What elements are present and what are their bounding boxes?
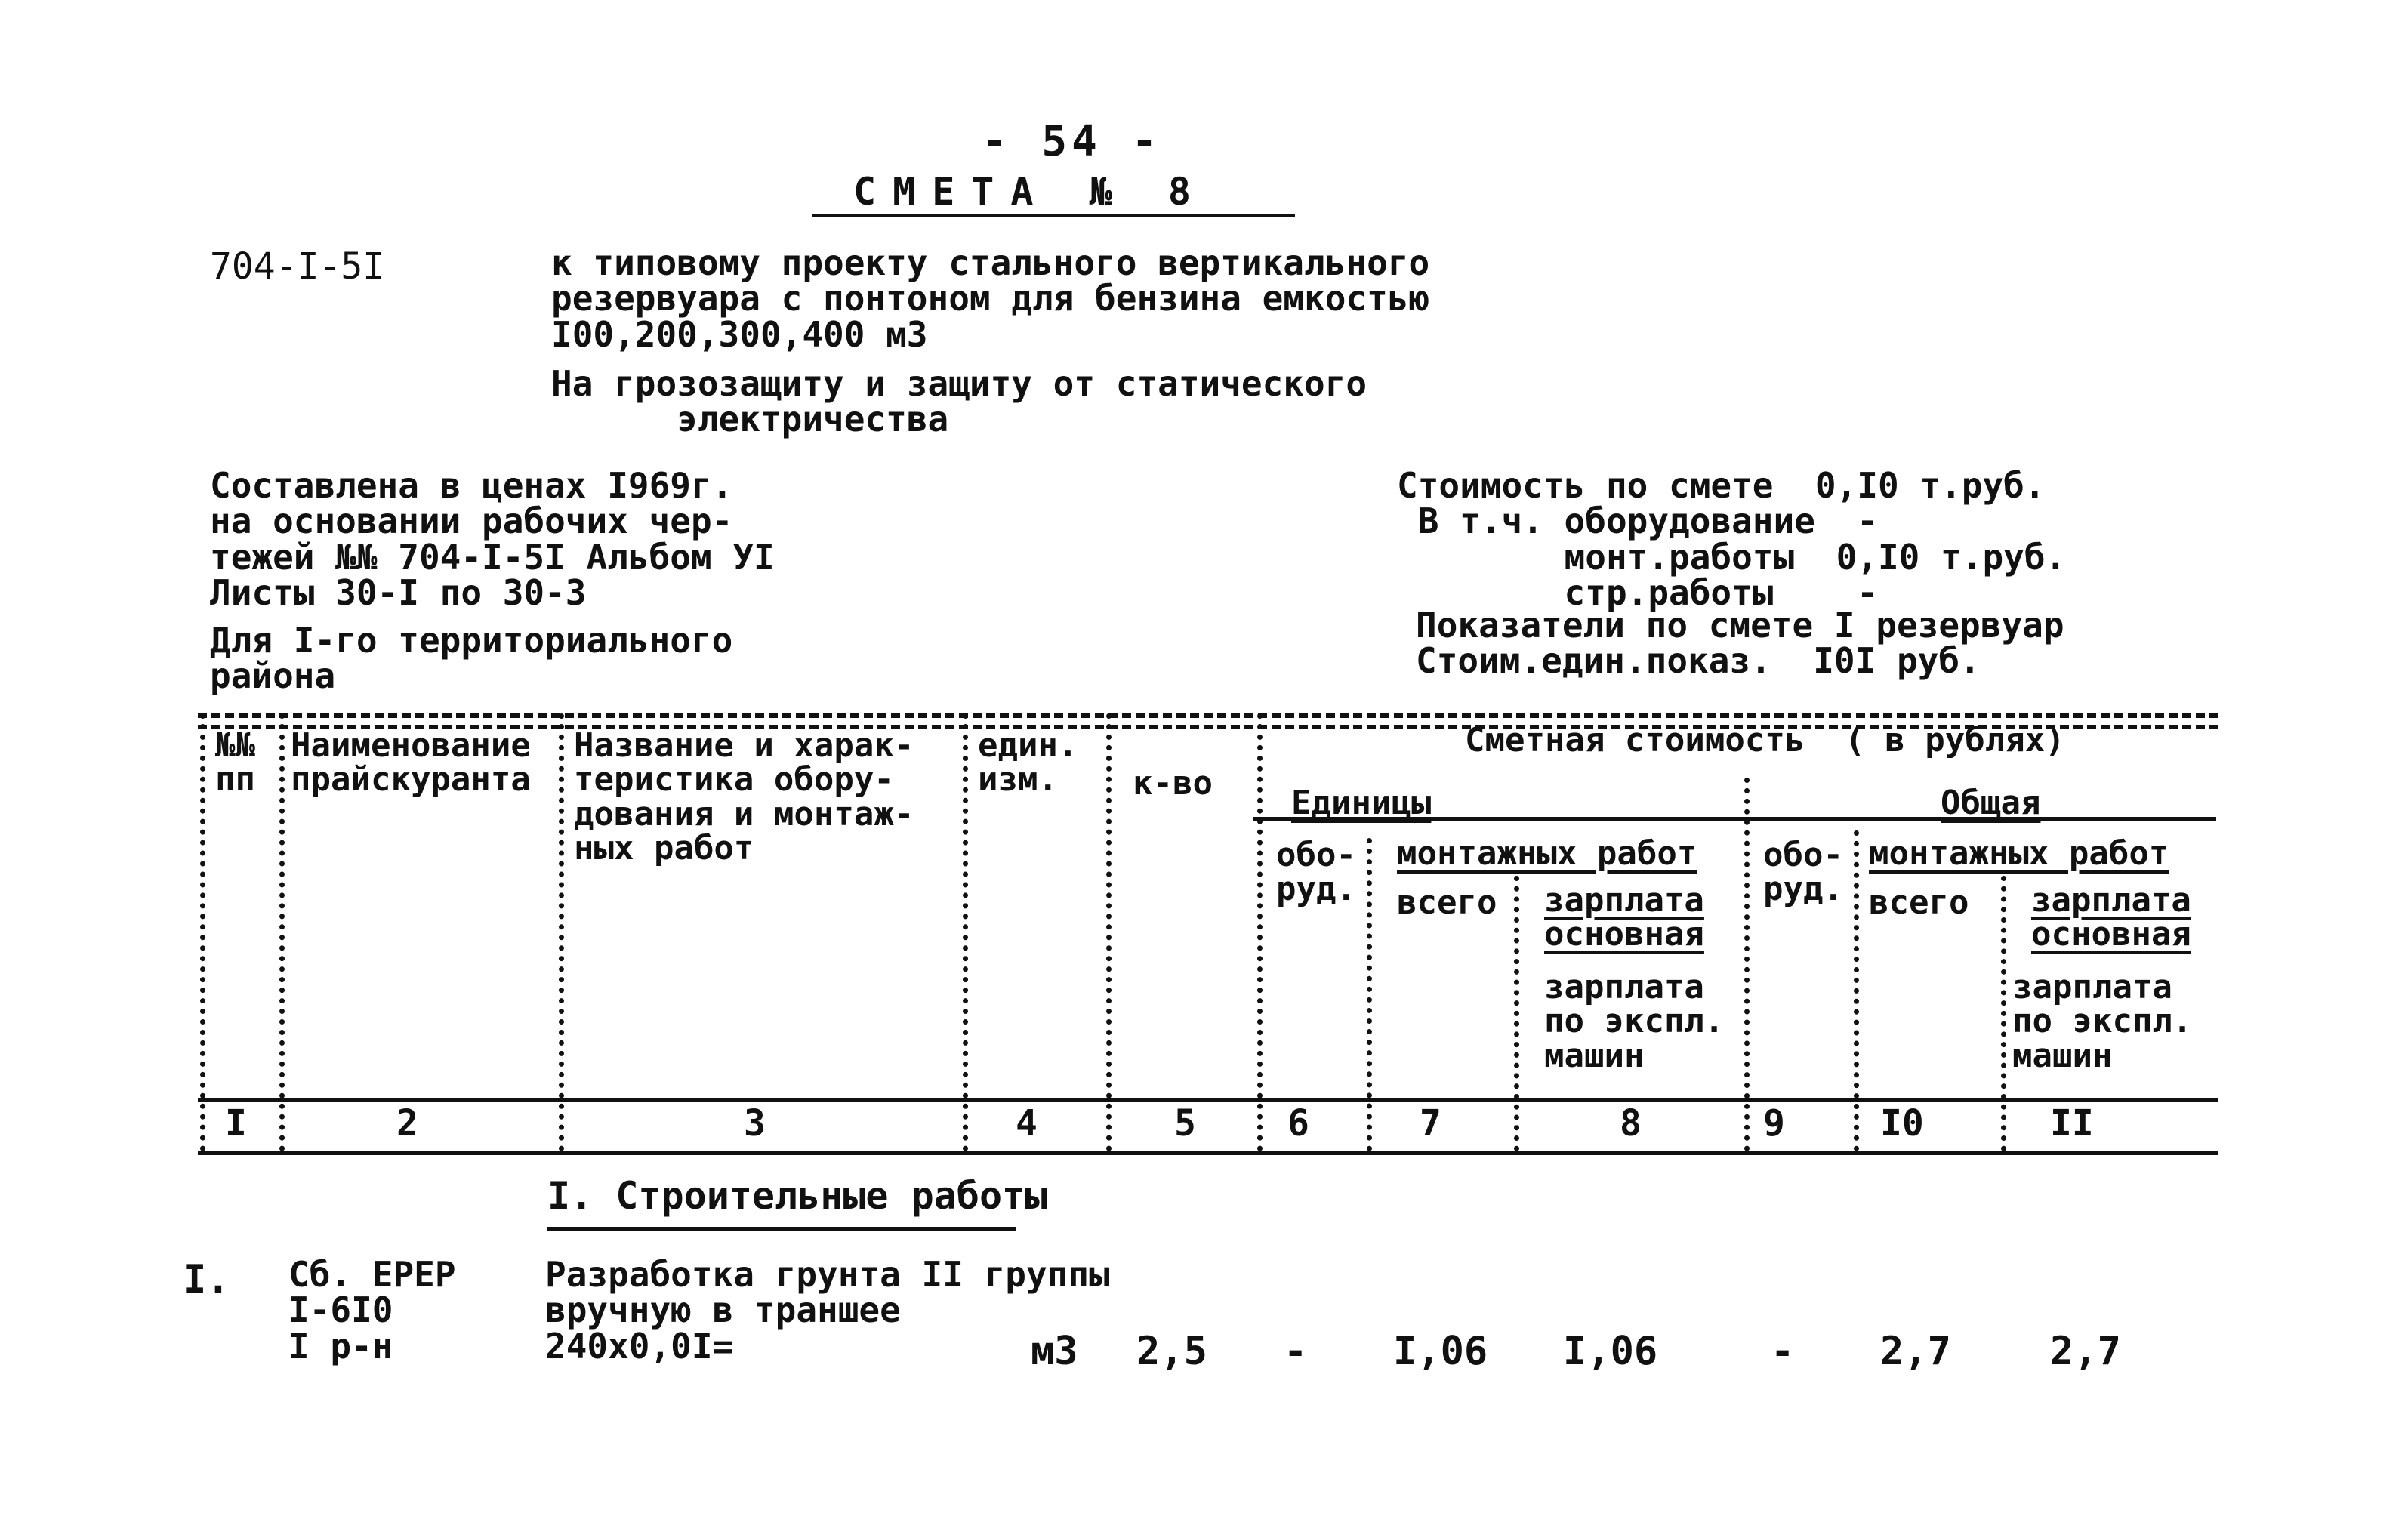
row-unit: м3	[1031, 1329, 1078, 1374]
row-quantity: 2,5	[1136, 1329, 1207, 1374]
column-number-9: 9	[1763, 1102, 1785, 1145]
col-border-9	[1854, 830, 1859, 1151]
header-price-list: Наименование прайскуранта	[291, 726, 531, 800]
project-description: к типовому проекту стального вертикального резервуара с понтоном для бензина емкостью I00,200,300,400 м3	[551, 242, 1430, 355]
col-border-0	[200, 713, 205, 1151]
column-number-3: 3	[744, 1102, 766, 1145]
column-number-5: 5	[1174, 1102, 1196, 1145]
header-total-salary-machines: зарплата по экспл. машин	[2012, 968, 2193, 1075]
column-number-6: 6	[1287, 1102, 1309, 1145]
row-total-equipment: -	[1771, 1329, 1795, 1374]
header-description: Название и харак- теристика обору- дования и монтаж- ных работ	[574, 726, 914, 867]
col-border-10	[2001, 876, 2006, 1151]
header-row-number: №№ пп	[215, 726, 255, 800]
composition-note: Составлена в ценах I969г. на основании рабочих чер- тежей №№ 704-I-5I Альбом УI Листы 30-I по 30-3	[210, 465, 775, 614]
header-total-salary-main: зарплата основная	[2031, 881, 2191, 954]
column-number-8: 8	[1620, 1102, 1642, 1145]
column-number-1: I	[225, 1102, 247, 1145]
header-unit-total: всего	[1397, 883, 1497, 922]
col-border-5	[1257, 713, 1263, 1151]
header-total-mounting: монтажных работ	[1869, 834, 2169, 873]
estimate-subject: На грозозащиту и защиту от статического электричества	[551, 363, 1367, 440]
region-note: Для I-го территориального района	[210, 620, 733, 697]
header-unit: един. изм.	[978, 726, 1078, 800]
cost-summary	[1397, 465, 2067, 614]
column-number-10: I0	[1880, 1102, 1924, 1145]
title-underline	[812, 214, 1295, 217]
column-number-4: 4	[1016, 1102, 1038, 1145]
column-number-11: II	[2050, 1102, 2094, 1145]
col-border-8	[1744, 778, 1750, 1151]
indicator-summary	[1416, 605, 2064, 682]
mounting-cost-line: монт.работы 0,I0 т.руб.	[1397, 536, 2067, 578]
row-total-total: 2,7	[1880, 1329, 1951, 1374]
page-number: - 54 -	[982, 117, 1162, 166]
row-work-name: Разработка грунта II группы вручную в траншее 240х0,0I=	[545, 1254, 1110, 1367]
indicator-line: Показатели по смете I резервуар	[1416, 605, 2064, 646]
col-border-1	[279, 713, 285, 1151]
header-unit-equipment: обо- руд.	[1276, 836, 1356, 909]
col-border-3	[963, 713, 968, 1151]
incl-equipment-line: В т.ч. оборудование -	[1397, 501, 1878, 542]
col-border-7	[1514, 876, 1519, 1151]
numbers-row-border	[198, 1151, 2218, 1155]
column-number-7: 7	[1420, 1102, 1441, 1145]
header-cost-group: Сметная стоимость ( в рублях)	[1465, 721, 2065, 760]
header-quantity: к-во	[1133, 764, 1213, 803]
cost-line: Стоимость по смете 0,I0 т.руб.	[1397, 465, 2046, 506]
section-title: I. Строительные работы	[547, 1174, 1048, 1218]
row-unit-salary: I,06	[1563, 1329, 1658, 1374]
header-unit-salary-machines: зарплата по экспл. машин	[1544, 968, 1725, 1075]
col-border-2	[559, 713, 564, 1151]
header-unit-salary-main: зарплата основная	[1544, 881, 1704, 954]
row-unit-equipment: -	[1284, 1329, 1308, 1374]
header-unit-mounting: монтажных работ	[1397, 834, 1697, 873]
row-unit-total: I,06	[1393, 1329, 1488, 1374]
row-total-salary: 2,7	[2050, 1329, 2121, 1374]
header-total-total: всего	[1869, 883, 1969, 922]
section-underline	[547, 1227, 1016, 1231]
row-number: I.	[183, 1257, 230, 1302]
document-title: СМЕТА № 8	[853, 170, 1207, 214]
row-source: Сб. ЕРЕР I-6I0 I р-н	[288, 1254, 456, 1367]
col-border-4	[1106, 713, 1112, 1151]
header-unit-group: Единицы	[1291, 784, 1432, 822]
header-total-group: Общая	[1941, 784, 2041, 822]
unit-cost-line: Стоим.един.показ. I0I руб.	[1416, 640, 1981, 682]
col-border-6	[1367, 838, 1372, 1151]
construction-cost-line: стр.работы -	[1397, 572, 1878, 614]
column-number-2: 2	[396, 1102, 418, 1145]
document-code: 704-I-5I	[210, 245, 385, 288]
header-total-equipment: обо- руд.	[1763, 836, 1843, 909]
table-top-border	[198, 713, 2218, 718]
